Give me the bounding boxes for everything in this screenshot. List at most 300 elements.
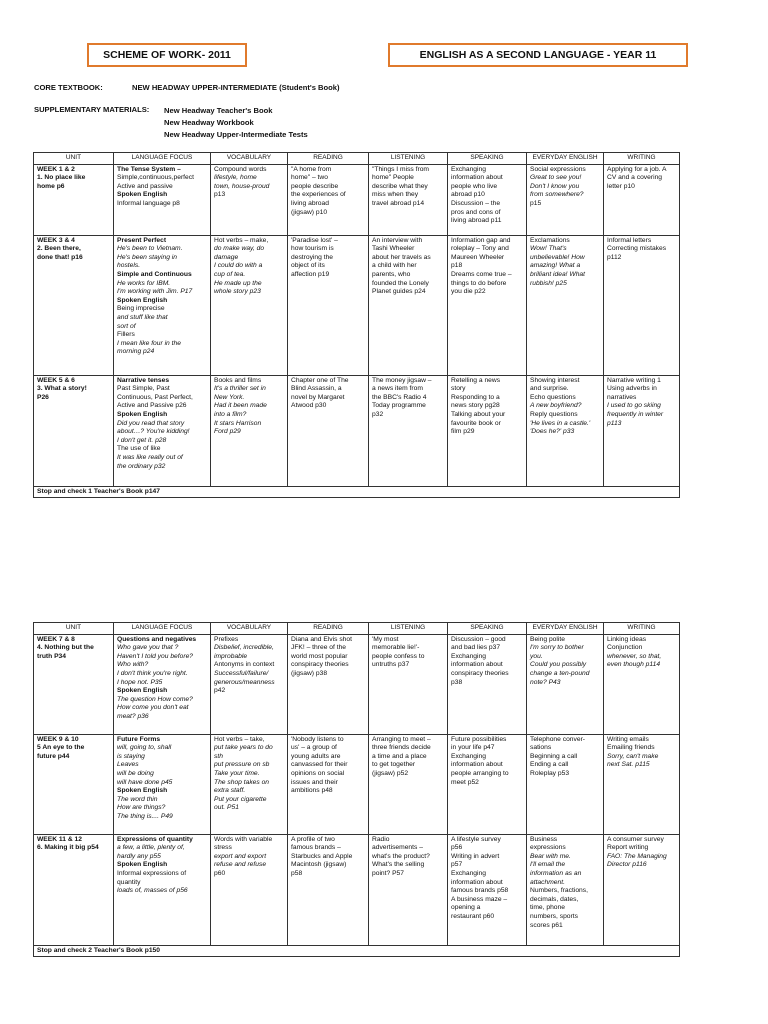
- cell-line: Using adverbs in: [607, 385, 657, 393]
- cell-line: Starbucks and Apple: [291, 852, 353, 860]
- cell-line: Spoken English: [117, 191, 168, 199]
- cell-speaking: [448, 235, 527, 375]
- cell-line: Emailing friends: [607, 744, 655, 752]
- cell-line: sations: [530, 744, 552, 752]
- cell-line: next Sat. p115: [607, 761, 650, 769]
- cell-writing: [604, 375, 680, 486]
- cell-reading: [288, 375, 369, 486]
- cell-line: Questions and negatives: [117, 635, 197, 643]
- cell-line: opinions on social: [291, 769, 345, 777]
- cell-line: (jigsaw) p52: [372, 769, 409, 777]
- cell-line: the ordinary p32: [117, 462, 166, 470]
- cell-line: Talking about your: [451, 410, 506, 418]
- cell-line: how tourism is: [291, 245, 334, 253]
- cell-line: information about: [451, 761, 503, 769]
- cell-language-focus: [114, 164, 211, 235]
- cell-line: numbers, sports: [530, 912, 578, 920]
- supplementary-item: New Headway Upper-Intermediate Tests: [164, 130, 308, 139]
- cell-line: object of its: [291, 262, 325, 270]
- cell-line: The money jigsaw –: [372, 376, 432, 384]
- cell-line: refuse and refuse: [214, 861, 267, 869]
- cell-vocabulary: [211, 834, 288, 945]
- cell-line: Reply questions: [530, 410, 578, 418]
- cell-line: quantity: [117, 878, 141, 886]
- cell-line: film p29: [451, 428, 475, 436]
- cell-line: He made up the: [214, 279, 262, 287]
- cell-line: Had it been made: [214, 402, 267, 410]
- cell-reading: [288, 634, 369, 734]
- cell-line: time, phone: [530, 904, 565, 912]
- cell-unit: [34, 734, 114, 834]
- cell-line: Atwood p30: [291, 402, 327, 410]
- cell-language-focus: [114, 375, 211, 486]
- cell-line: loads of, masses of p56: [117, 887, 188, 895]
- cell-line: into a film?: [214, 410, 247, 418]
- cell-line: whenever, so that,: [607, 652, 662, 660]
- cell-line: and surprise.: [530, 385, 569, 393]
- cell-everyday-english: [527, 634, 604, 734]
- cell-line: Words with variable: [214, 835, 273, 843]
- cell-line: Exchanging: [451, 165, 486, 173]
- cell-line: He's been to Vietnam.: [117, 245, 183, 253]
- cell-line: letter p10: [607, 182, 635, 190]
- column-header-vocabulary: VOCABULARY: [211, 153, 288, 165]
- cell-line: Echo questions: [530, 393, 576, 401]
- cell-line: The thing is.... P49: [117, 812, 173, 820]
- cell-line: WEEK 3 & 4: [37, 236, 75, 244]
- cell-line: extra staff.: [214, 787, 246, 795]
- cell-line: brilliant idea! What: [530, 270, 586, 278]
- cell-line: I'll email the: [530, 861, 566, 869]
- table-row: [34, 235, 680, 375]
- cell-line: Ending a call: [530, 761, 569, 769]
- supplementary-list: [164, 105, 308, 141]
- cell-line: How come you don't eat: [117, 704, 189, 712]
- cell-line: WEEK 7 & 8: [37, 635, 75, 643]
- cell-line: Simple and Continuous: [117, 270, 192, 278]
- cell-line: Don't I know you: [530, 182, 580, 190]
- cell-line: Informal language p8: [117, 199, 180, 207]
- cell-line: young adults are: [291, 752, 341, 760]
- cell-line: people describe: [291, 182, 339, 190]
- cell-line: whole story p23: [214, 288, 261, 296]
- cell-line: information as an: [530, 869, 582, 877]
- cell-line: expressions: [530, 844, 566, 852]
- cell-line: Writing in advert: [451, 852, 500, 860]
- column-header-writing: WRITING: [604, 153, 680, 165]
- cell-line: rubbish! p25: [530, 279, 567, 287]
- supplementary-label: SUPPLEMENTARY MATERIALS:: [34, 105, 150, 114]
- column-header-listening: LISTENING: [369, 153, 448, 165]
- cell-listening: [369, 634, 448, 734]
- cell-line: p57: [451, 861, 463, 869]
- cell-line: story: [451, 385, 466, 393]
- cell-line: people arranging to: [451, 769, 509, 777]
- cell-listening: [369, 164, 448, 235]
- cell-line: lifestyle, home: [214, 174, 257, 182]
- cell-line: A profile of two: [291, 835, 335, 843]
- cell-line: CV and a covering: [607, 174, 663, 182]
- cell-line: the experiences of: [291, 191, 346, 199]
- cell-line: Roleplay p53: [530, 769, 570, 777]
- cell-line: Responding to a: [451, 393, 500, 401]
- cell-line: WEEK 1 & 2: [37, 165, 75, 173]
- cell-listening: [369, 375, 448, 486]
- cell-line: "Things I miss from: [372, 165, 429, 173]
- cell-line: Narrative writing 1: [607, 376, 661, 384]
- cell-line: 1. No place like: [37, 174, 86, 182]
- cell-line: 4. Nothing but the: [37, 644, 94, 652]
- cell-line: issues and their: [291, 778, 338, 786]
- cell-line: I don't get it. p28: [117, 436, 167, 444]
- cell-line: what's the product?: [372, 852, 430, 860]
- cell-line: hardly any p55: [117, 852, 161, 860]
- table-row: [34, 375, 680, 486]
- cell-line: done that! p16: [37, 253, 83, 261]
- cell-line: Writing emails: [607, 735, 649, 743]
- cell-line: Expressions of quantity: [117, 835, 193, 843]
- cell-line: Planet guides p24: [372, 288, 426, 296]
- cell-line: Did you read that story: [117, 419, 185, 427]
- cell-line: news story pg28: [451, 402, 500, 410]
- cell-line: Active and Passive p26: [117, 402, 187, 410]
- cell-line: morning p24: [117, 348, 155, 356]
- cell-line: generous/meanness: [214, 678, 275, 686]
- cell-line: Spoken English: [117, 861, 168, 869]
- cell-line: a few, a little, plenty of,: [117, 844, 185, 852]
- column-header-reading: READING: [288, 153, 369, 165]
- cell-line: travel abroad p14: [372, 199, 425, 207]
- cell-vocabulary: [211, 164, 288, 235]
- cell-language-focus: [114, 634, 211, 734]
- cell-line: put take years to do: [214, 744, 273, 752]
- cell-language-focus: [114, 834, 211, 945]
- cell-line: I don't think you're right.: [117, 669, 188, 677]
- core-textbook: [34, 83, 340, 92]
- cell-line: Narrative tenses: [117, 376, 170, 384]
- core-textbook-label: CORE TEXTBOOK:: [34, 83, 103, 92]
- cell-line: The shop takes on: [214, 778, 270, 786]
- cell-line: FAO: The Managing: [607, 852, 667, 860]
- column-header-reading: READING: [288, 623, 369, 635]
- cell-line: "A home from: [291, 165, 332, 173]
- cell-line: ambitions p48: [291, 787, 333, 795]
- cell-line: Could you possibly: [530, 661, 587, 669]
- cell-language-focus: [114, 734, 211, 834]
- cell-line: It's a thriller set in: [214, 385, 266, 393]
- cell-line: Wow! That's: [530, 245, 567, 253]
- cell-line: a child with her: [372, 262, 417, 270]
- cell-speaking: [448, 734, 527, 834]
- cell-line: The Tense System –: [117, 165, 181, 173]
- cell-line: WEEK 9 & 10: [37, 735, 79, 743]
- cell-line: Tashi Wheeler: [372, 245, 415, 253]
- cell-reading: [288, 235, 369, 375]
- column-header-everyday-english: EVERYDAY ENGLISH: [527, 623, 604, 635]
- cell-everyday-english: [527, 235, 604, 375]
- cell-line: people who live: [451, 182, 498, 190]
- cell-line: Director p116: [607, 861, 647, 869]
- cell-line: out. P51: [214, 804, 239, 812]
- cell-line: hostels.: [117, 262, 141, 270]
- cell-line: Retelling a news: [451, 376, 501, 384]
- cell-line: sort of: [117, 322, 136, 330]
- cell-line: Being imprecise: [117, 305, 165, 313]
- cell-line: Books and films: [214, 376, 262, 384]
- cell-speaking: [448, 375, 527, 486]
- cell-line: founded the Lonely: [372, 279, 429, 287]
- cell-everyday-english: [527, 375, 604, 486]
- cell-line: Informal letters: [607, 236, 652, 244]
- column-header-language-focus: LANGUAGE FOCUS: [114, 623, 211, 635]
- cell-line: Linking ideas: [607, 635, 647, 643]
- cell-line: and bad lies p37: [451, 644, 501, 652]
- cell-line: opening a: [451, 904, 481, 912]
- cell-line: Telephone conver-: [530, 735, 586, 743]
- cell-line: I'm working with Jim. P17: [117, 288, 193, 296]
- cell-reading: [288, 834, 369, 945]
- cell-line: canvassed for their: [291, 761, 348, 769]
- cell-line: I could do with a: [214, 262, 263, 270]
- cell-line: will have done p45: [117, 778, 173, 786]
- cell-line: Hot verbs – make,: [214, 236, 269, 244]
- cell-line: Future possibilities: [451, 735, 507, 743]
- cell-line: from somewhere?: [530, 191, 584, 199]
- cell-line: A new boyfriend?: [530, 402, 582, 410]
- cell-line: things to do before: [451, 279, 507, 287]
- cell-line: A consumer survey: [607, 835, 664, 843]
- cell-line: cup of tea.: [214, 270, 246, 278]
- cell-line: He's been staying in: [117, 253, 178, 261]
- stop-and-check-row: Stop and check 1 Teacher's Book p147: [34, 486, 680, 498]
- cell-line: Put your cigarette: [214, 795, 267, 803]
- cell-line: information about: [451, 661, 503, 669]
- cell-line: Numbers, fractions,: [530, 887, 588, 895]
- cell-line: Being polite: [530, 635, 565, 643]
- cell-line: advertisements –: [372, 844, 423, 852]
- cell-line: It was like really out of: [117, 453, 183, 461]
- cell-line: Correcting mistakes: [607, 245, 667, 253]
- cell-line: will, going to, shall: [117, 744, 172, 752]
- cell-unit: [34, 164, 114, 235]
- supplementary-item: New Headway Workbook: [164, 118, 254, 127]
- cell-line: (jigsaw) p38: [291, 669, 328, 677]
- cell-line: 'Does he?' p33: [530, 428, 575, 436]
- cell-line: about her travels as: [372, 253, 431, 261]
- cell-line: in your life p47: [451, 744, 495, 752]
- cell-line: New York.: [214, 393, 245, 401]
- cell-line: even though p114: [607, 661, 661, 669]
- cell-line: future p44: [37, 752, 70, 760]
- cell-line: Radio: [372, 835, 390, 843]
- cell-line: 2. Been there,: [37, 245, 81, 253]
- cell-line: describe what they: [372, 182, 428, 190]
- cell-writing: [604, 634, 680, 734]
- cell-line: Exchanging: [451, 752, 486, 760]
- cell-line: Maureen Wheeler: [451, 253, 505, 261]
- cell-line: 5 An eye to the: [37, 744, 85, 752]
- cell-line: Business: [530, 835, 558, 843]
- cell-language-focus: [114, 235, 211, 375]
- cell-line: (jigsaw) p10: [291, 208, 328, 216]
- cell-line: amazing! What a: [530, 262, 581, 270]
- cell-line: 'Nobody listens to: [291, 735, 344, 743]
- cell-line: A business maze –: [451, 895, 508, 903]
- cell-line: Report writing: [607, 844, 649, 852]
- cell-line: Blind Assassin, a: [291, 385, 342, 393]
- cell-line: Showing interest: [530, 376, 580, 384]
- cell-speaking: [448, 634, 527, 734]
- cell-line: p38: [451, 678, 463, 686]
- cell-line: town, house-proud: [214, 182, 270, 190]
- cell-vocabulary: [211, 375, 288, 486]
- cell-line: 6. Making it big p54: [37, 844, 99, 852]
- cell-line: Who with?: [117, 661, 149, 669]
- cell-line: I used to go skiing: [607, 402, 661, 410]
- cell-unit: [34, 375, 114, 486]
- column-header-unit: UNIT: [34, 623, 114, 635]
- cell-line: Conjunction: [607, 644, 643, 652]
- cell-line: you die p22: [451, 288, 486, 296]
- cell-line: information about: [451, 174, 503, 182]
- cell-line: novel by Margaret: [291, 393, 345, 401]
- cell-line: living abroad: [291, 199, 329, 207]
- core-textbook-value: NEW HEADWAY UPPER-INTERMEDIATE (Student's Book): [132, 83, 340, 92]
- stop-and-check-row: Stop and check 2 Teacher's Book p150: [34, 945, 680, 957]
- cell-line: Present Perfect: [117, 236, 167, 244]
- cell-line: famous brands p58: [451, 887, 509, 895]
- cell-line: home" People: [372, 174, 414, 182]
- cell-line: Beginning a call: [530, 752, 578, 760]
- cell-line: stress: [214, 844, 232, 852]
- cell-line: affection p19: [291, 270, 330, 278]
- cell-line: restaurant p60: [451, 912, 495, 920]
- cell-line: Haven't I told you before?: [117, 652, 194, 660]
- cell-line: Ford p29: [214, 428, 241, 436]
- column-header-unit: UNIT: [34, 153, 114, 165]
- cell-line: The word thin: [117, 795, 158, 803]
- cell-line: Fillers: [117, 331, 135, 339]
- cell-line: He works for IBM.: [117, 279, 171, 287]
- cell-line: p58: [291, 869, 303, 877]
- cell-line: 'He lives in a castle.': [530, 419, 591, 427]
- cell-listening: [369, 734, 448, 834]
- cell-line: p113: [607, 419, 622, 427]
- cell-line: a time and a place: [372, 752, 427, 760]
- supplementary-item: New Headway Teacher's Book: [164, 106, 273, 115]
- cell-line: Bear with me.: [530, 852, 571, 860]
- table-row: [34, 834, 680, 945]
- cell-unit: [34, 235, 114, 375]
- cell-line: Exchanging: [451, 652, 486, 660]
- cell-line: memorable lie!'-: [372, 644, 420, 652]
- scheme-table-1: [33, 152, 680, 498]
- cell-line: It stars Harrison: [214, 419, 262, 427]
- cell-line: p18: [451, 262, 463, 270]
- cell-line: Prefixes: [214, 635, 239, 643]
- cell-line: us' – a group of: [291, 744, 337, 752]
- cell-writing: [604, 734, 680, 834]
- cell-line: What's the selling: [372, 861, 425, 869]
- cell-line: The question How come?: [117, 695, 193, 703]
- cell-line: favourite book or: [451, 419, 501, 427]
- cell-line: you.: [530, 652, 543, 660]
- cell-listening: [369, 235, 448, 375]
- cell-line: Spoken English: [117, 787, 168, 795]
- cell-line: Exchanging: [451, 869, 486, 877]
- cell-line: export and export: [214, 852, 267, 860]
- cell-line: Simple,continuous,perfect: [117, 174, 194, 182]
- cell-line: put pressure on sb: [214, 761, 270, 769]
- cell-line: parents, who: [372, 270, 411, 278]
- cell-vocabulary: [211, 734, 288, 834]
- cell-line: point? P57: [372, 869, 404, 877]
- cell-line: p13: [214, 191, 226, 199]
- cell-line: Spoken English: [117, 410, 168, 418]
- cell-line: Discussion – good: [451, 635, 506, 643]
- cell-line: a news item from: [372, 385, 423, 393]
- column-header-listening: LISTENING: [369, 623, 448, 635]
- cell-line: and stuff like that: [117, 313, 168, 321]
- cell-line: destroying the: [291, 253, 334, 261]
- cell-line: Future Forms: [117, 735, 161, 743]
- cell-writing: [604, 834, 680, 945]
- cell-everyday-english: [527, 164, 604, 235]
- table-row: [34, 734, 680, 834]
- cell-line: p32: [372, 410, 384, 418]
- cell-line: frequently in winter: [607, 410, 664, 418]
- column-header-vocabulary: VOCABULARY: [211, 623, 288, 635]
- cell-line: roleplay – Tony and: [451, 245, 509, 253]
- cell-writing: [604, 164, 680, 235]
- cell-line: Leaves: [117, 761, 139, 769]
- cell-line: conspiracy theories: [291, 661, 349, 669]
- column-header-speaking: SPEAKING: [448, 153, 527, 165]
- scheme-of-work-title: SCHEME OF WORK- 2011: [87, 43, 247, 67]
- cell-line: damage: [214, 253, 239, 261]
- column-header-writing: WRITING: [604, 623, 680, 635]
- table-row: [34, 634, 680, 734]
- cell-line: truth P34: [37, 652, 66, 660]
- cell-line: the BBC's Radio 4: [372, 393, 427, 401]
- cell-line: attachment.: [530, 878, 565, 886]
- cell-vocabulary: [211, 634, 288, 734]
- cell-line: Disbelief, incredible,: [214, 644, 274, 652]
- cell-line: 'My most: [372, 635, 399, 643]
- cell-everyday-english: [527, 734, 604, 834]
- cell-line: home p6: [37, 182, 65, 190]
- cell-line: famous brands –: [291, 844, 341, 852]
- cell-line: Spoken English: [117, 296, 168, 304]
- cell-line: change a ten-pound: [530, 669, 590, 677]
- cell-line: information about: [451, 878, 503, 886]
- cell-line: narratives: [607, 393, 637, 401]
- cell-line: Continuous, Past Perfect,: [117, 393, 193, 401]
- cell-vocabulary: [211, 235, 288, 375]
- cell-line: JFK! – three of the: [291, 644, 347, 652]
- cell-line: A lifestyle survey: [451, 835, 501, 843]
- cell-line: p15: [530, 199, 542, 207]
- column-header-speaking: SPEAKING: [448, 623, 527, 635]
- cell-line: decimals, dates,: [530, 895, 579, 903]
- cell-line: Successful/failure/: [214, 669, 269, 677]
- cell-line: Information gap and: [451, 236, 511, 244]
- cell-line: scores p61: [530, 921, 563, 929]
- cell-line: Exclamations: [530, 236, 570, 244]
- header-row: [34, 153, 680, 165]
- cell-line: sth: [214, 752, 223, 760]
- cell-line: meet p52: [451, 778, 479, 786]
